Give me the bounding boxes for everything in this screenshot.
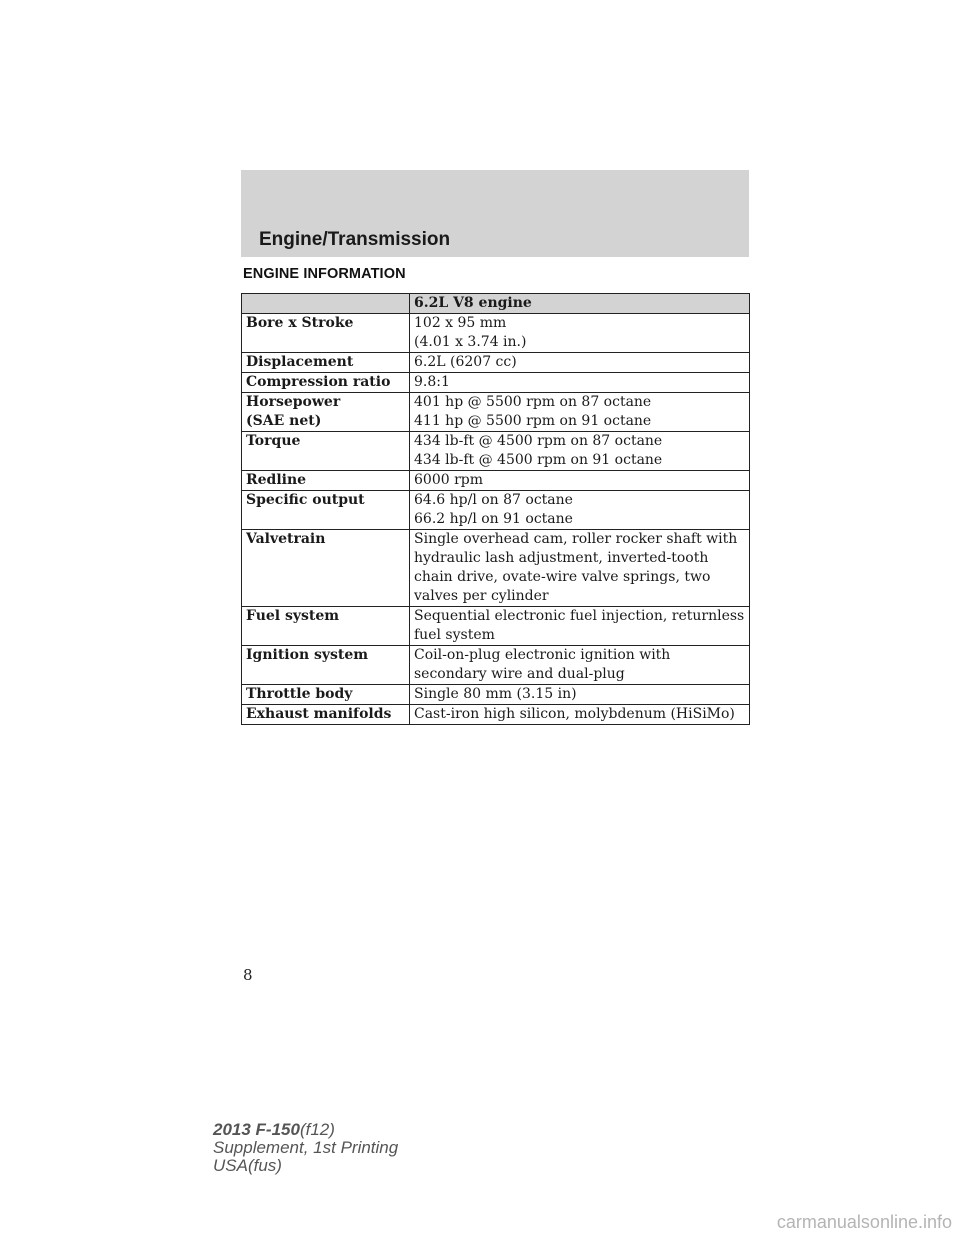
spec-value: 6000 rpm	[410, 471, 750, 491]
chapter-title: Engine/Transmission	[259, 229, 451, 250]
table-row	[242, 432, 750, 471]
engine-spec-table	[241, 293, 750, 725]
table-row	[242, 353, 750, 373]
footer-market-code: (fus)	[247, 1156, 282, 1175]
spec-value: Single overhead cam, roller rocker shaft with hydraulic lash adjustment, inverted-tooth chain drive, ovate-wire valve springs, two valves per cylinder	[410, 530, 750, 607]
footer-line-market	[213, 1157, 398, 1175]
print-footer	[213, 1121, 398, 1175]
spec-label: Exhaust manifolds	[242, 705, 410, 725]
watermark-link[interactable]: carmanualsonline.info	[776, 1212, 952, 1232]
spec-label: Bore x Stroke	[242, 314, 410, 353]
spec-label: Torque	[242, 432, 410, 471]
spec-label: Displacement	[242, 353, 410, 373]
spec-label: Compression ratio	[242, 373, 410, 393]
spec-label: Specific output	[242, 491, 410, 530]
table-row	[242, 646, 750, 685]
table-row	[242, 607, 750, 646]
section-header-bar	[241, 170, 749, 257]
spec-value: 9.8:1	[410, 373, 750, 393]
spec-label: Fuel system	[242, 607, 410, 646]
page-number: 8	[243, 966, 253, 984]
spec-value: Single 80 mm (3.15 in)	[410, 685, 750, 705]
table-row	[242, 685, 750, 705]
spec-label: Ignition system	[242, 646, 410, 685]
table-header-blank	[242, 294, 410, 314]
spec-value: Cast-iron high silicon, molybdenum (HiSiMo)	[410, 705, 750, 725]
spec-value: 6.2L (6207 cc)	[410, 353, 750, 373]
spec-value: 64.6 hp/l on 87 octane 66.2 hp/l on 91 octane	[410, 491, 750, 530]
table-row	[242, 373, 750, 393]
spec-value: Sequential electronic fuel injection, returnless fuel system	[410, 607, 750, 646]
footer-model: 2013 F-150	[213, 1120, 300, 1139]
footer-line-model	[213, 1121, 398, 1139]
footer-line-printing: Supplement, 1st Printing	[213, 1138, 399, 1157]
table-row	[242, 705, 750, 725]
section-heading: ENGINE INFORMATION	[243, 266, 406, 282]
spec-value: 401 hp @ 5500 rpm on 87 octane 411 hp @ 5500 rpm on 91 octane	[410, 393, 750, 432]
spec-value: 434 lb-ft @ 4500 rpm on 87 octane 434 lb-ft @ 4500 rpm on 91 octane	[410, 432, 750, 471]
table-row	[242, 530, 750, 607]
spec-label: Horsepower (SAE net)	[242, 393, 410, 432]
table-header-row	[242, 294, 750, 314]
spec-value: 102 x 95 mm (4.01 x 3.74 in.)	[410, 314, 750, 353]
table-row	[242, 491, 750, 530]
footer-model-code: (f12)	[299, 1120, 335, 1139]
spec-label: Redline	[242, 471, 410, 491]
spec-label: Throttle body	[242, 685, 410, 705]
table-column-header: 6.2L V8 engine	[410, 294, 750, 314]
footer-market: USA	[213, 1156, 248, 1175]
spec-value: Coil-on-plug electronic ignition with secondary wire and dual-plug	[410, 646, 750, 685]
spec-label: Valvetrain	[242, 530, 410, 607]
table-row	[242, 393, 750, 432]
table-row	[242, 314, 750, 353]
table-row	[242, 471, 750, 491]
